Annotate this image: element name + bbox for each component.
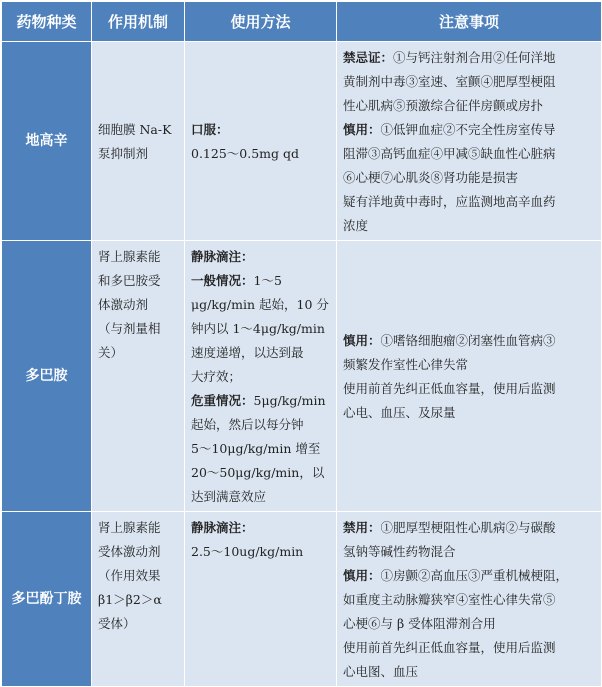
caution-line: ①嗜铬细胞瘤②闭塞性血管病③ xyxy=(380,333,556,348)
note-line: 心电图、血压 xyxy=(343,664,419,679)
note-line: 使用前首先纠正低血容量，使用后监测 xyxy=(343,640,556,655)
note-line: 心电、血压、及尿量 xyxy=(343,405,456,420)
usage-label: 静脉滴注： xyxy=(191,249,254,264)
header-row xyxy=(2,2,602,42)
usage-cell xyxy=(185,241,337,512)
precautions-cell xyxy=(337,241,602,512)
mechanism-line: 肾上腺素能 xyxy=(98,520,161,535)
caution-line: ①低钾血症②不完全性房室传导 xyxy=(380,122,556,137)
drug-name: 多巴酚丁胺 xyxy=(2,512,92,687)
drug-table xyxy=(1,1,602,687)
usage-line: 达到满意效应 xyxy=(191,489,267,504)
usage-line: 速度递增，以达到最 xyxy=(191,345,304,360)
drug-name: 地高辛 xyxy=(2,42,92,241)
usage-line: 起始，然后以每分钟 xyxy=(191,417,304,432)
critical-label: 危重情况： xyxy=(191,393,254,408)
usage-line: 2.5～10ug/kg/min xyxy=(191,544,304,559)
mechanism-line: 和多巴胺受 xyxy=(98,273,161,288)
mechanism-line: β1＞β2＞α xyxy=(98,592,162,607)
contraindication-label: 禁忌证： xyxy=(343,50,394,65)
mechanism-line: 关） xyxy=(98,345,124,360)
mechanism-line: （与剂量相 xyxy=(98,321,161,336)
caution-label: 慎用： xyxy=(343,333,381,348)
general-label: 一般情况： xyxy=(191,273,254,288)
mechanism-line: 体激动剂 xyxy=(98,297,149,312)
contraindication-line: 黄制剂中毒③室速、室颤④肥厚型梗阻 xyxy=(343,74,556,89)
mechanism-line: 肾上腺素能 xyxy=(98,249,161,264)
note-line: 使用前首先纠正低血容量，使用后监测 xyxy=(343,381,556,396)
mechanism-cell xyxy=(92,42,185,241)
header-drug-type: 药物种类 xyxy=(2,2,92,42)
usage-line: 钟内以 1～4μg/kg/min xyxy=(191,321,325,336)
caution-line: 心梗⑥与 β 受体阻滞剂合用 xyxy=(343,616,496,631)
contraindication-label: 禁用： xyxy=(343,520,381,535)
precautions-cell xyxy=(337,512,602,687)
mechanism-line: 泵抑制剂 xyxy=(98,146,149,161)
note-line: 浓度 xyxy=(343,218,369,233)
table-row xyxy=(2,512,602,687)
contraindication-line: 氢钠等碱性药物混合 xyxy=(343,544,456,559)
mechanism-cell xyxy=(92,241,185,512)
usage-cell xyxy=(185,42,337,241)
usage-line: 大疗效； xyxy=(191,369,242,384)
mechanism-cell xyxy=(92,512,185,687)
mechanism-line: 细胞膜 Na-K xyxy=(98,122,172,137)
contraindication-line: 性心肌病⑤预激综合征伴房颤或房扑 xyxy=(343,98,544,113)
usage-line: 20～50μg/kg/min，以 xyxy=(191,465,325,480)
usage-line: 0.125～0.5mg qd xyxy=(191,146,299,161)
usage-label: 口服： xyxy=(191,122,229,137)
usage-line: 5μg/kg/min xyxy=(253,393,326,408)
mechanism-line: 受体） xyxy=(98,616,136,631)
contraindication-line: ①与钙注射剂合用②任何洋地 xyxy=(393,50,556,65)
caution-line: 阻滞③高钙血症④甲减⑤缺血性心脏病 xyxy=(343,146,556,161)
usage-line: 5～10μg/kg/min 增至 xyxy=(191,441,321,456)
mechanism-line: 受体激动剂 xyxy=(98,544,161,559)
table-row xyxy=(2,241,602,512)
header-precautions: 注意事项 xyxy=(337,2,602,42)
caution-line: ①房颤②高血压③严重机械梗阻， xyxy=(380,568,569,583)
caution-label: 慎用： xyxy=(343,122,381,137)
precautions-cell xyxy=(337,42,602,241)
usage-line: 1～5 xyxy=(253,273,282,288)
caution-label: 慎用： xyxy=(343,568,381,583)
caution-line: ⑥心梗⑦心肌炎⑧肾功能是损害 xyxy=(343,170,519,185)
header-mechanism: 作用机制 xyxy=(92,2,185,42)
usage-label: 静脉滴注： xyxy=(191,520,254,535)
table-row xyxy=(2,42,602,241)
usage-cell xyxy=(185,512,337,687)
drug-name: 多巴胺 xyxy=(2,241,92,512)
usage-line: μg/kg/min 起始，10 分 xyxy=(191,297,329,312)
note-line: 疑有洋地黄中毒时，应监测地高辛血药 xyxy=(343,194,556,209)
caution-line: 频繁发作室性心律失常 xyxy=(343,357,469,372)
header-usage: 使用方法 xyxy=(185,2,337,42)
contraindication-line: ①肥厚型梗阻性心肌病②与碳酸 xyxy=(380,520,556,535)
caution-line: 如重度主动脉瓣狭窄④室性心律失常⑤ xyxy=(343,592,556,607)
mechanism-line: （作用效果 xyxy=(98,568,161,583)
